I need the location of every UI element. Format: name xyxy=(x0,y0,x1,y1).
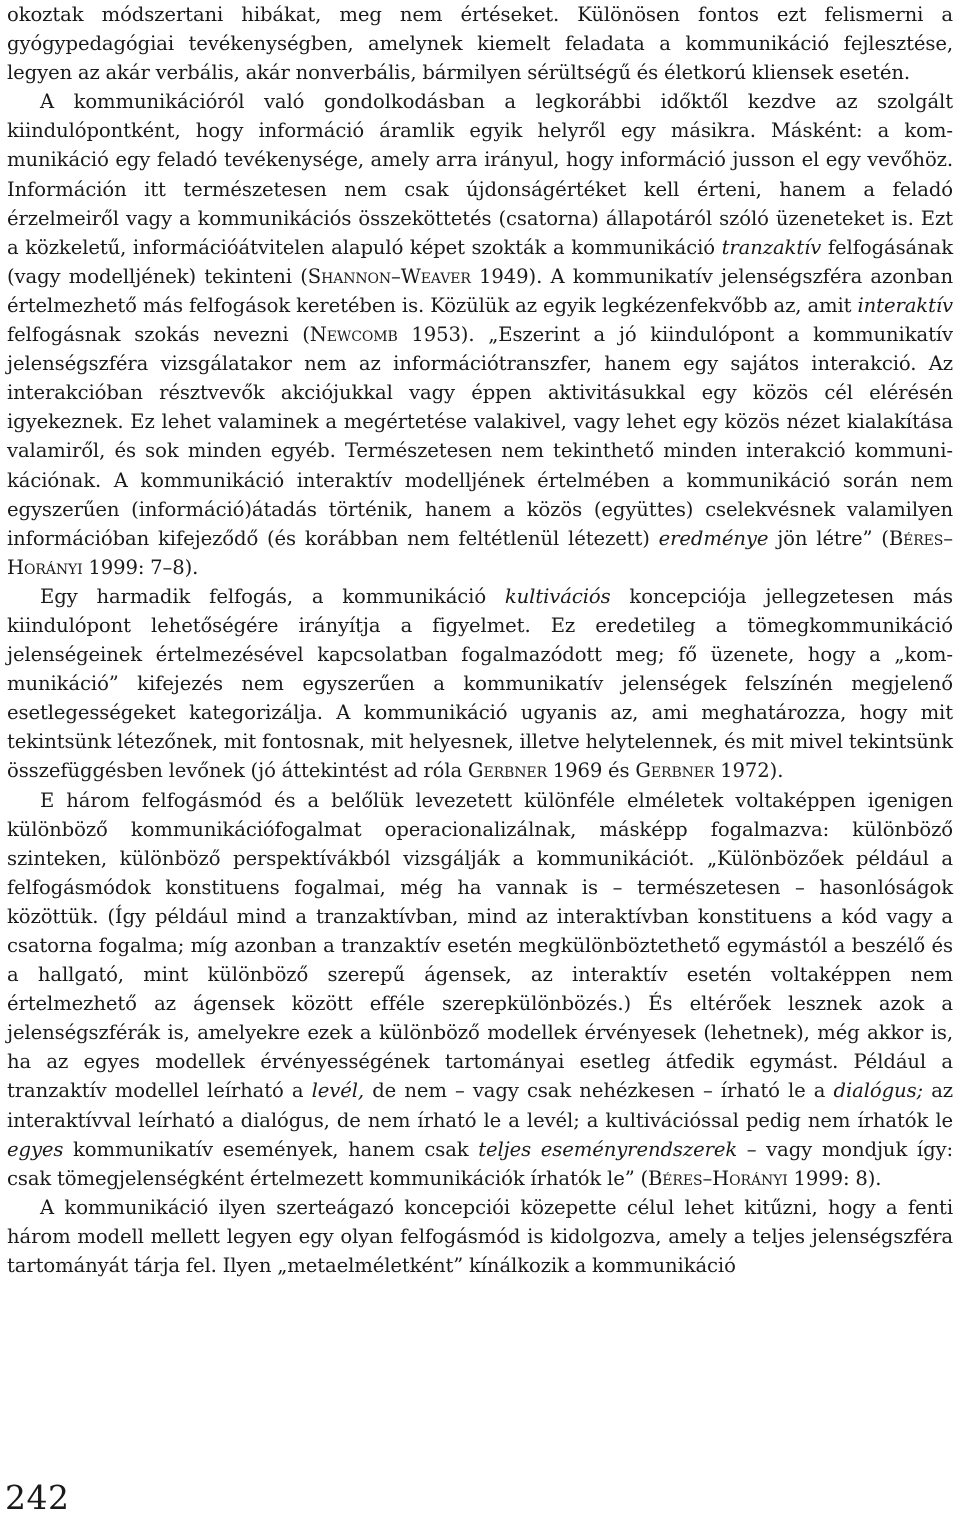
text-run: A kommunikáció ilyen szerteágazó koncepciói közepette célul lehet kitűzni, hogy a fenti három modell mellett legyen egy olyan felfogásmód is kidolgozva, amely a teljes jelenségszféra tartományát tárja fel. Ilyen „metaelméletként” kínálkozik a kommunikáció xyxy=(7,1195,953,1278)
page-number: 242 xyxy=(5,1478,70,1517)
italic-term: teljes eseményrendszerek xyxy=(478,1137,738,1161)
italic-term: interaktív xyxy=(857,293,953,317)
text-run: 1972). xyxy=(714,759,784,783)
text-run: az interaktívval leírható a dialógus, de nem írható le a levél; a kultivációssal pedig nem írhatók le xyxy=(7,1079,953,1132)
text-run: jön létre” ( xyxy=(768,526,889,550)
author-citation: Béres–Horányi xyxy=(7,526,953,579)
text-run: 1949). A kommunikatív jelenségszféra azonban értelmezhető más felfogások keretében is. Közülük az egyik legkézenfekvőbb az, amit xyxy=(7,264,953,317)
author-citation: Gerbner xyxy=(635,759,715,783)
text-run: okoztak módszertani hibákat, meg nem értéseket. Különösen fontos ezt felismerni a gyógypedagógiai tevékenységben, amelynek kiemelt feladata a kommunikáció fejlesztése, legyen az akár verbális, akár nonverbális, bármilyen sérültségű és életkorú kliensek esetén. xyxy=(7,3,953,85)
italic-term: tranzaktív xyxy=(721,235,822,259)
text-run: koncepciója jellegzetesen más kiindulópont lehetőségére irányítja a figyelmet. Ez eredetileg a tömegkommunikáció jelenségeinek értelmezésével kapcsolatban fogalmazódott meg; fő üzenete, hogy a „kommunikáció” kifejezés nem egyszerűen a kommunikatív jelenségek felszínén megjelenő esetlegességeket kategorizálja. A kommunikáció ugyanis az, ami meghatározza, hogy mit tekintsünk létezőnek, mit fontosnak, mit helyesnek, illetve helytelennek, és mit mivel tekintsünk összefüggésben levőnek (jó áttekintést ad róla xyxy=(7,584,953,783)
text-run: 1999: 7–8). xyxy=(82,555,199,579)
text-run: A kommunikációról való gondolkodásban a legkorábbi időktől kezdve az szolgált kiindulópontként, hogy információ áramlik egyik helyről egy másikra. Másként: a kommunikáció egy feladó tevékenysége, amely arra irányul, hogy információ jusson el egy vevőhöz. Információn itt természetesen nem csak újdonságértéket kell érteni, hanem a feladó érzelmeiről vagy a kommunikációs összeköttetés (csatorna) állapotáról szóló üzeneteket is. Ezt a közkeletű, információátvitelen alapuló képet szokták a kommunikáció xyxy=(7,90,953,259)
paragraph xyxy=(7,786,953,1193)
text-run: 1999: 8). xyxy=(787,1166,882,1190)
author-citation: Shannon–Weaver xyxy=(307,264,471,288)
text-run: kommunikatív események, hanem csak xyxy=(63,1137,479,1161)
text-run: felfogásának (vagy modelljének) tekinteni ( xyxy=(7,235,953,288)
text-run: felfogásnak szokás nevezni ( xyxy=(7,323,310,347)
italic-term: eredménye xyxy=(658,526,769,550)
paragraph xyxy=(7,1193,953,1280)
paragraph xyxy=(7,582,953,786)
page-body xyxy=(7,0,953,1280)
text-run: – vagy mondjuk így: csak tömegjelenségként értelmezett kommunikációk írhatók le” ( xyxy=(7,1137,953,1190)
author-citation: Béres–Horányi xyxy=(648,1166,788,1190)
author-citation: Newcomb xyxy=(309,323,398,347)
paragraph xyxy=(7,87,953,582)
italic-term: kultivációs xyxy=(504,584,611,608)
text-run: de nem – vagy csak nehézkesen – írható le a xyxy=(364,1079,834,1103)
text-run: Egy harmadik felfogás, a kommunikáció xyxy=(40,584,505,608)
text-run: 1969 és xyxy=(546,759,636,783)
author-citation: Gerbner xyxy=(467,759,547,783)
text-run: 1953). „Eszerint a jó kiindulópont a kommunikatív jelenségszféra vizsgálatakor nem az információtranszfer, hanem egy sajátos interakció. Az interakcióban résztvevők akciójukkal vagy éppen aktivitásukkal egy közös cél elérésén igyekeznek. Ez lehet valaminek a megértetése valakivel, vagy lehet egy közös nézet kialakítása valamiről, és sok minden egyéb. Természetesen nem tekinthető minden interakció kommunikációnak. A kommunikáció interaktív modelljének értelmében a kommunikáció során nem egyszerűen (információ)átadás történik, hanem a közös (együttes) cselekvésnek valamilyen információban kifejeződő (és korábban nem feltétlenül létezett) xyxy=(7,323,953,550)
italic-term: dialógus; xyxy=(833,1079,924,1103)
paragraph xyxy=(7,0,953,87)
text-run: E három felfogásmód és a belőlük levezetett különféle elméletek voltaképpen igenigen különböző kommunikációfogalmat operacionalizálnak, másképp fogalmazva: különböző szinteken, különböző perspektívákból vizsgálják a kommunikációt. „Különbözőek például a felfogásmódok konstituens fogalmai, még ha vannak is – természetesen – hasonlóságok közöttük. (Így például mind a tranzaktívban, mind az interaktívban konstituens a kód vagy a csatorna fogalma; míg azonban a tranzaktív esetén megkülönböztethető egymástól a beszélő és a hallgató, mint különböző szerepű ágensek, az interaktív esetén voltaképpen nem értelmezhető az ágensek között efféle szerepkülönbözés.) És eltérőek lesznek azok a jelenségszférák is, amelyekre ezek a különböző modellek érvényesek (lehetnek), még akkor is, ha az egyes modellek érvényességének tartományai esetleg átfedik egymást. Például a tranzaktív modellel leírható a xyxy=(7,788,953,1103)
italic-term: levél, xyxy=(311,1079,365,1103)
italic-term: egyes xyxy=(7,1137,64,1161)
text-column xyxy=(7,0,953,1280)
